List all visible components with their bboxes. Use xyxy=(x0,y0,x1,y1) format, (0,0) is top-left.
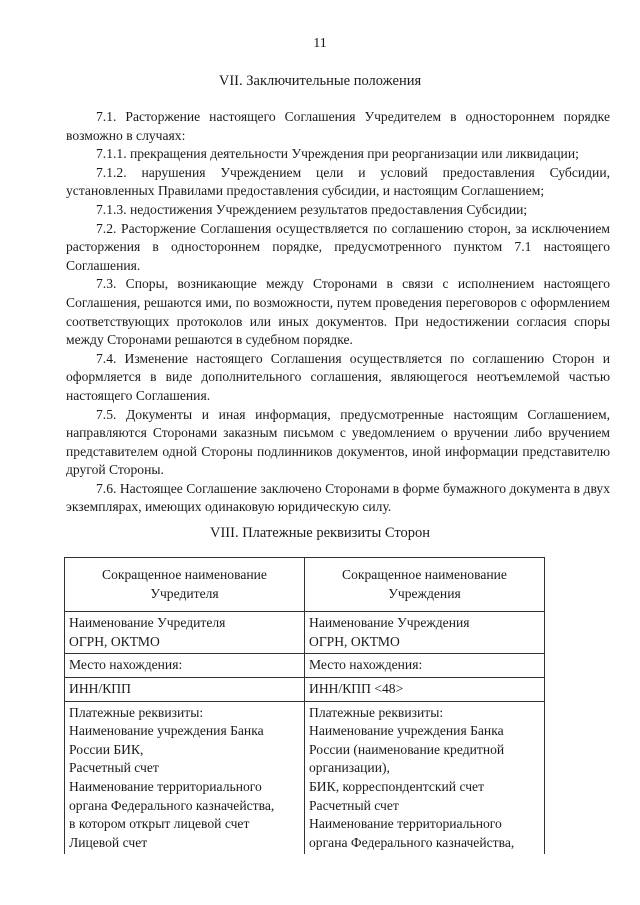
cell-line: ИНН/КПП xyxy=(69,680,131,696)
founder-name-cell xyxy=(65,612,305,654)
section-7-title: VII. Заключительные положения xyxy=(218,73,422,89)
founder-location-cell xyxy=(65,654,305,678)
cell-line: ИНН/КПП <48> xyxy=(309,680,404,696)
cell-line: Наименование территориального xyxy=(69,778,262,794)
cell-line: Наименование учреждения Банка xyxy=(69,723,264,739)
cell-line: организации), xyxy=(309,760,390,776)
cell-line: России БИК, xyxy=(69,741,144,757)
institution-name-cell xyxy=(305,612,545,654)
payment-details-table xyxy=(64,557,545,854)
cell-line: Наименование территориального xyxy=(309,816,502,832)
cell-line: Платежные реквизиты: xyxy=(309,704,444,720)
paragraph-7-5: 7.5. Документы и иная информация, предусмотренные настоящим Соглашением, направляются Сторонами заказным письмом с уведомлением о вручении либо вручением представителем одной Стороны подлинников документов, иной информации представителю другой Стороны. xyxy=(66,406,610,478)
founder-inn-cell xyxy=(65,677,305,701)
institution-inn-cell xyxy=(305,677,545,701)
page-number: 11 xyxy=(313,36,327,51)
table-row xyxy=(65,677,545,701)
cell-line: Наименование Учредителя xyxy=(69,615,226,631)
cell-line: Расчетный счет xyxy=(309,797,399,813)
cell-line: Место нахождения: xyxy=(309,657,423,673)
table-row xyxy=(65,701,545,854)
institution-location-cell xyxy=(305,654,545,678)
paragraph-7-1: 7.1. Расторжение настоящего Соглашения Учредителем в одностороннем порядке возможно в случаях: xyxy=(66,109,610,143)
paragraph-7-6: 7.6. Настоящее Соглашение заключено Сторонами в форме бумажного документа в двух экземплярах, имеющих одинаковую юридическую силу. xyxy=(66,480,610,515)
header-institution-line: Сокращенное наименование xyxy=(342,567,507,582)
table-row xyxy=(65,612,545,654)
paragraph-7-1-1: 7.1.1. прекращения деятельности Учреждения при реорганизации или ликвидации; xyxy=(96,146,579,162)
header-institution-cell xyxy=(305,558,545,612)
section-7-body xyxy=(66,108,610,517)
cell-line: ОГРН, ОКТМО xyxy=(69,633,160,649)
table-header-row xyxy=(65,558,545,612)
cell-line: БИК, корреспондентский счет xyxy=(309,778,485,794)
cell-line: Расчетный счет xyxy=(69,760,159,776)
paragraph-7-2: 7.2. Расторжение Соглашения осуществляется по соглашению сторон, за исключением расторжения в одностороннем порядке, предусмотренного пунктом 7.1 настоящего Соглашения. xyxy=(66,220,610,273)
table-row xyxy=(65,654,545,678)
cell-line: Лицевой счет xyxy=(69,834,148,850)
header-founder-line: Учредителя xyxy=(150,585,219,601)
section-8-title: VIII. Платежные реквизиты Сторон xyxy=(210,525,430,541)
institution-payment-cell xyxy=(305,701,545,854)
founder-payment-cell xyxy=(65,701,305,854)
header-founder-cell xyxy=(65,558,305,612)
cell-line: России (наименование кредитной xyxy=(309,741,505,757)
cell-line: ОГРН, ОКТМО xyxy=(309,633,400,649)
paragraph-7-1-3: 7.1.3. недостижения Учреждением результатов предоставления Субсидии; xyxy=(96,201,528,217)
header-founder-line: Сокращенное наименование xyxy=(102,567,267,582)
cell-line: Наименование учреждения Банка xyxy=(309,723,504,739)
cell-line: органа Федерального казначейства, xyxy=(309,834,515,850)
paragraph-7-3: 7.3. Споры, возникающие между Сторонами в связи с исполнением настоящего Соглашения, решаются ими, по возможности, путем проведения переговоров с оформлением соответствующих протоколов или иных документов. При недостижении согласия споры между Сторонами решаются в судебном порядке. xyxy=(66,276,610,348)
cell-line: Платежные реквизиты: xyxy=(69,704,204,720)
cell-line: органа Федерального казначейства, xyxy=(69,797,275,813)
paragraph-7-4: 7.4. Изменение настоящего Соглашения осуществляется по соглашению Сторон и оформляется в виде дополнительного соглашения, являющегося неотъемлемой частью настоящего Соглашения. xyxy=(66,350,610,403)
cell-line: Место нахождения: xyxy=(69,657,183,673)
paragraph-7-1-2: 7.1.2. нарушения Учреждением цели и условий предоставления Субсидии, установленных Правилами предоставления субсидии, и настоящим Соглашением; xyxy=(66,164,610,199)
cell-line: Наименование Учреждения xyxy=(309,615,470,631)
cell-line: в котором открыт лицевой счет xyxy=(69,816,250,832)
header-institution-line: Учреждения xyxy=(388,585,461,601)
